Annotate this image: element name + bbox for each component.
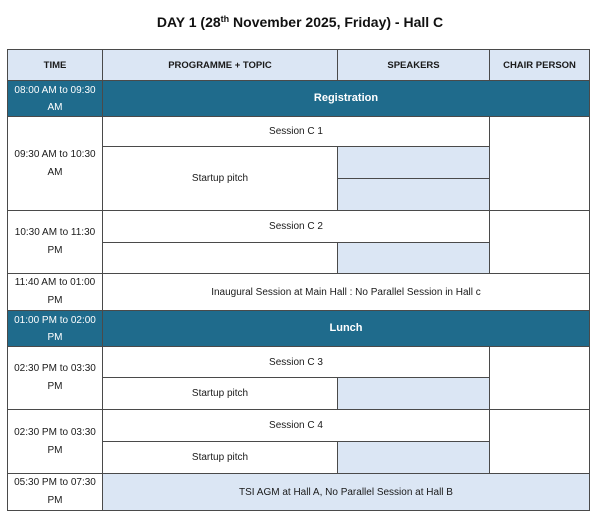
session-c3-topic: Startup pitch xyxy=(103,378,338,410)
session-c2-chair xyxy=(490,211,590,274)
lunch-time: 01:00 PM to 02:00 PM xyxy=(8,311,103,347)
registration-row xyxy=(8,81,590,117)
session-c1-title: Session C 1 xyxy=(103,117,490,147)
registration-time: 08:00 AM to 09:30 AM xyxy=(8,81,103,117)
header-speakers: SPEAKERS xyxy=(338,50,490,81)
inaugural-row xyxy=(8,274,590,311)
session-c1-speaker-2 xyxy=(338,179,490,211)
tsi-agm-label: TSI AGM at Hall A, No Parallel Session at Hall B xyxy=(103,474,590,511)
session-c3-row xyxy=(8,347,590,378)
header-time: TIME xyxy=(8,50,103,81)
session-c4-title: Session C 4 xyxy=(103,410,490,442)
session-c3-speaker xyxy=(338,378,490,410)
lunch-label: Lunch xyxy=(103,311,590,347)
session-c2-speaker xyxy=(338,243,490,274)
session-c2-row xyxy=(8,211,590,243)
inaugural-label: Inaugural Session at Main Hall : No Parallel Session in Hall c xyxy=(103,274,590,311)
session-c2-title: Session C 2 xyxy=(103,211,490,243)
session-c1-chair xyxy=(490,117,590,211)
header-chair: CHAIR PERSON xyxy=(490,50,590,81)
session-c4-topic: Startup pitch xyxy=(103,442,338,474)
header-row xyxy=(8,50,590,81)
session-c4-chair xyxy=(490,410,590,474)
session-c4-row xyxy=(8,410,590,442)
header-programme: PROGRAMME + TOPIC xyxy=(103,50,338,81)
inaugural-time: 11:40 AM to 01:00 PM xyxy=(8,274,103,311)
tsi-agm-row xyxy=(8,474,590,511)
session-c1-time: 09:30 AM to 10:30 AM xyxy=(8,117,103,211)
page-title: DAY 1 (28th November 2025, Friday) - Hall C xyxy=(156,14,444,30)
session-c2-topic xyxy=(103,243,338,274)
session-c2-time: 10:30 AM to 11:30 PM xyxy=(8,211,103,274)
session-c3-title: Session C 3 xyxy=(103,347,490,378)
registration-label: Registration xyxy=(103,81,590,117)
session-c1-row xyxy=(8,117,590,147)
schedule-table xyxy=(7,49,590,511)
tsi-agm-time: 05:30 PM to 07:30 PM xyxy=(8,474,103,511)
session-c4-speaker xyxy=(338,442,490,474)
session-c1-topic: Startup pitch xyxy=(103,147,338,211)
session-c3-chair xyxy=(490,347,590,410)
session-c1-speaker-1 xyxy=(338,147,490,179)
lunch-row xyxy=(8,311,590,347)
session-c3-time: 02:30 PM to 03:30 PM xyxy=(8,347,103,410)
session-c4-time: 02:30 PM to 03:30 PM xyxy=(8,410,103,474)
